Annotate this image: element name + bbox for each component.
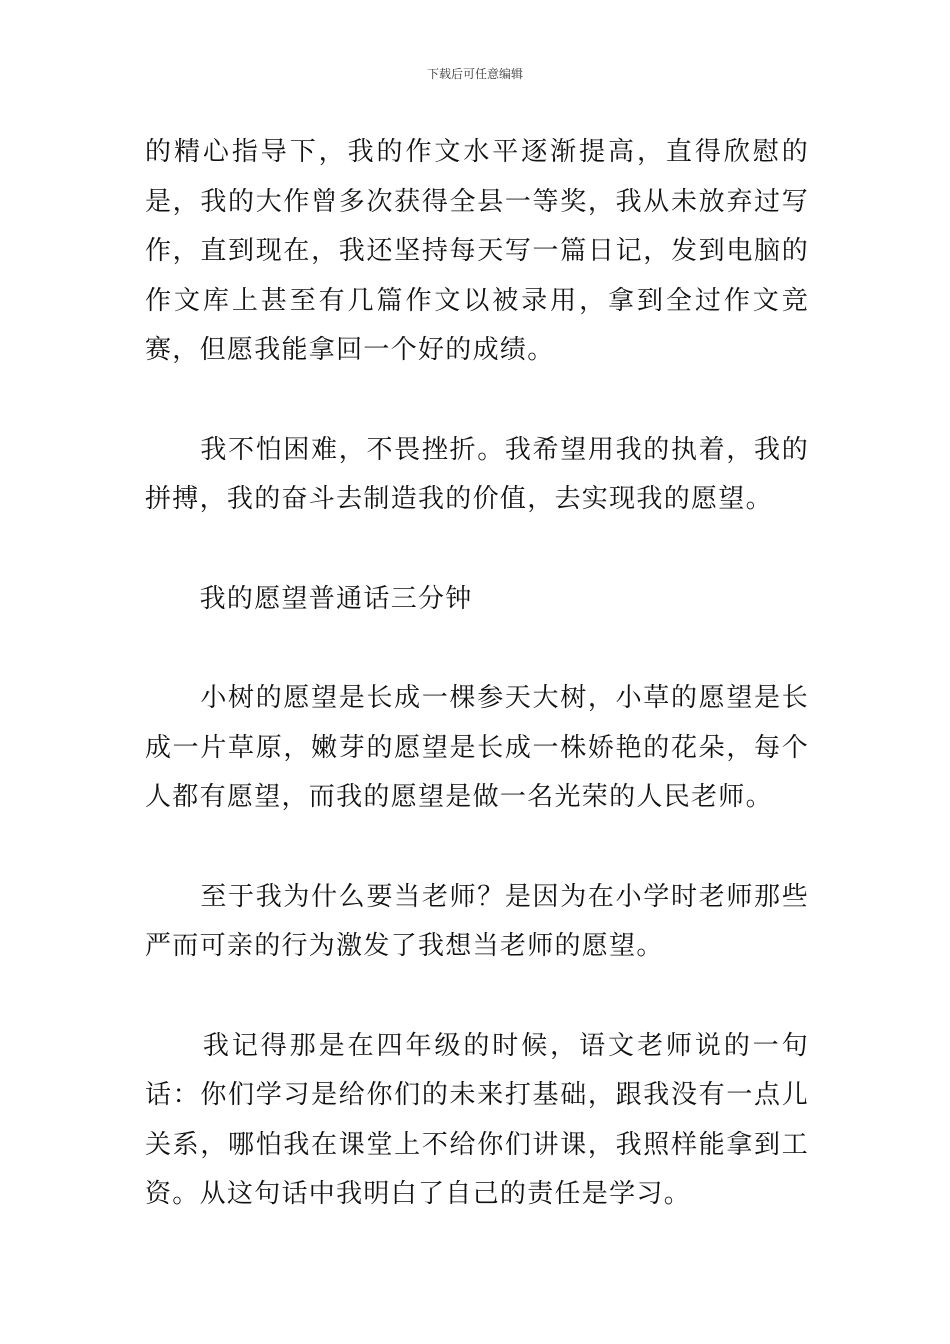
section-heading: 我的愿望普通话三分钟 (145, 583, 473, 614)
page-header-note: 下载后可任意编辑 (426, 67, 523, 81)
paragraph-5: 我记得那是在四年级的时候，语文老师说的一句话：你们学习是给你们的未来打基础，跟我没有一点儿关系，哪怕我在课堂上不给你们讲课，我照样能拿到工资。从这句话中我明白了自己的责任是学习。 (145, 1030, 809, 1209)
paragraph-gap (145, 376, 809, 426)
paragraph-3: 小树的愿望是长成一棵参天大树，小草的愿望是长成一片草原，嫩芽的愿望是长成一株娇艳的花朵，每个人都有愿望，而我的愿望是做一名光荣的人民老师。 (145, 683, 809, 812)
paragraph-gap (145, 823, 809, 873)
paragraph-2: 我不怕困难，不畏挫折。我希望用我的执着，我的拼搏，我的奋斗去制造我的价值，去实现我的愿望。 (145, 434, 809, 514)
document-body (145, 128, 809, 1220)
paragraph-gap (145, 624, 809, 674)
paragraph-gap (145, 525, 809, 575)
paragraph-1: 的精心指导下，我的作文水平逐渐提高，直得欣慰的是，我的大作曾多次获得全县一等奖，我从未放弃过写作，直到现在，我还坚持每天写一篇日记，发到电脑的作文库上甚至有几篇作文以被录用，拿到全过作文竞赛，但愿我能拿回一个好的成绩。 (145, 137, 809, 365)
paragraph-gap (145, 972, 809, 1022)
paragraph-4: 至于我为什么要当老师？是因为在小学时老师那些严而可亲的行为激发了我想当老师的愿望。 (145, 881, 809, 961)
